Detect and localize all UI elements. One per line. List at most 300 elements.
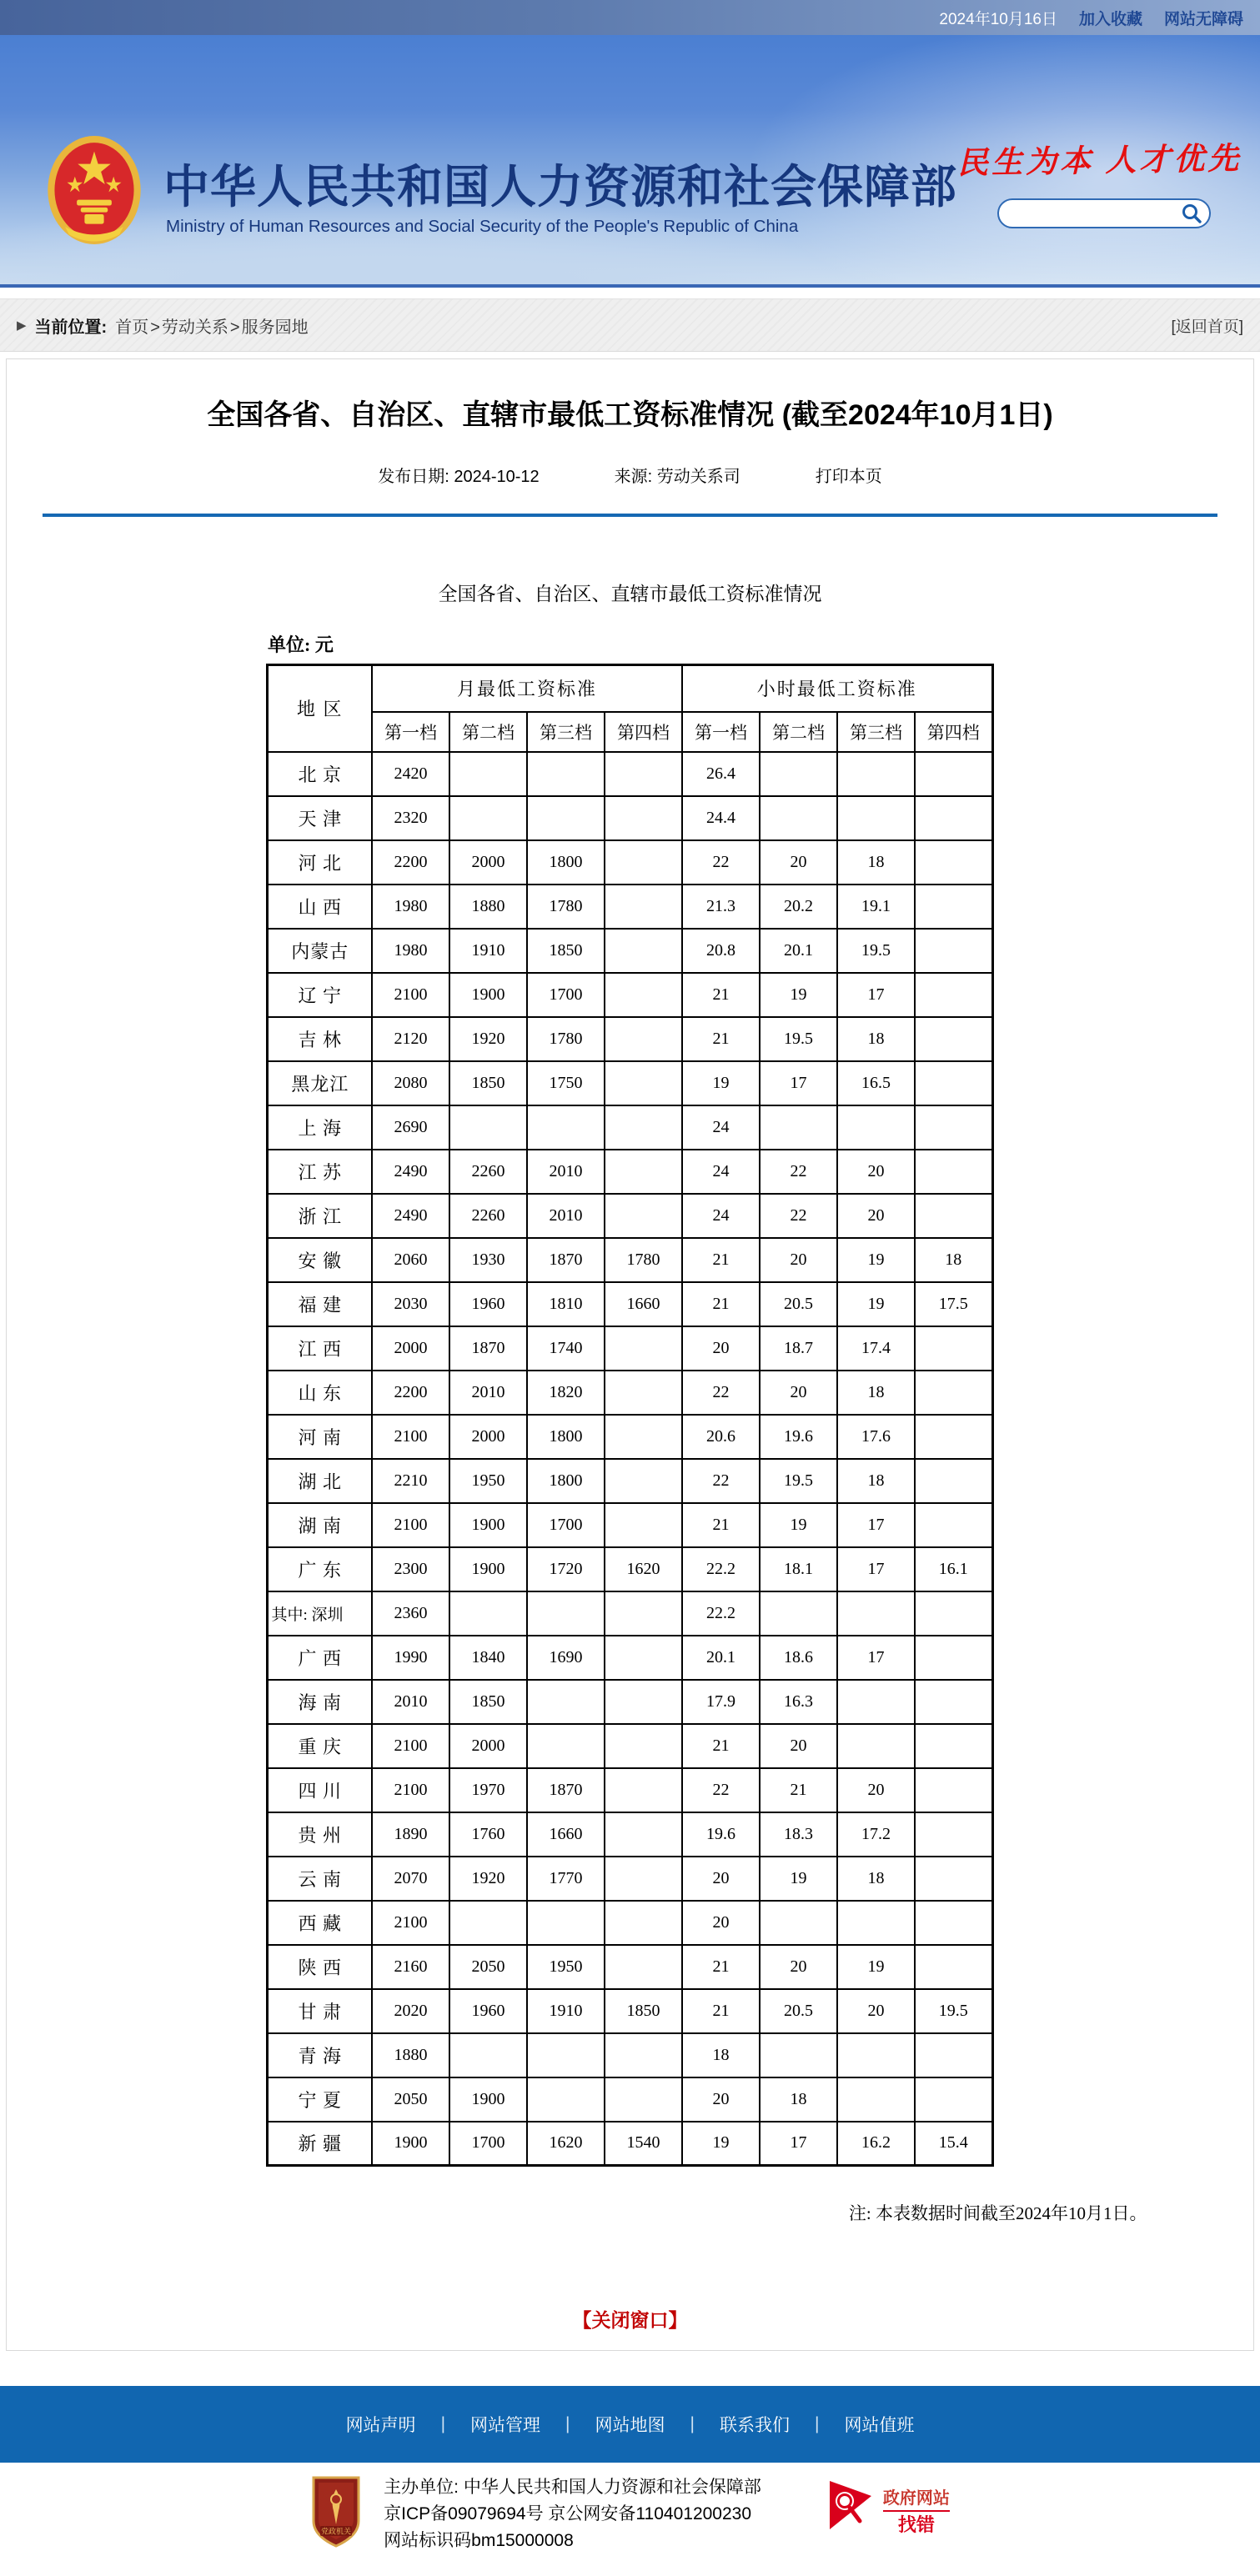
table-header-row-2	[268, 712, 992, 752]
wage-value-cell	[605, 1857, 682, 1901]
region-cell: 安 徽	[268, 1238, 372, 1282]
wage-value-cell	[760, 796, 837, 840]
region-cell: 其中: 深圳	[268, 1591, 372, 1636]
wage-value-cell: 1900	[449, 2077, 527, 2122]
wage-value-cell: 2100	[372, 973, 449, 1017]
wage-value-cell: 18	[682, 2033, 760, 2077]
header-hourly: 小时最低工资标准	[682, 665, 992, 712]
wage-value-cell: 20.1	[682, 1636, 760, 1680]
wage-value-cell	[605, 1591, 682, 1636]
breadcrumb-segment[interactable]: 首页	[115, 318, 149, 337]
wage-value-cell: 22.2	[682, 1591, 760, 1636]
wage-value-cell: 2490	[372, 1194, 449, 1238]
national-emblem-logo	[46, 133, 143, 247]
wage-value-cell: 1720	[527, 1547, 605, 1591]
wage-value-cell: 22	[682, 1459, 760, 1503]
wage-value-cell: 1900	[372, 2122, 449, 2166]
wage-value-cell: 2260	[449, 1150, 527, 1194]
wage-value-cell: 2020	[372, 1989, 449, 2033]
wage-value-cell: 21	[682, 1238, 760, 1282]
header-tier: 第四档	[605, 712, 682, 752]
find-error-bottom-label: 找错	[897, 2513, 935, 2535]
footer-link[interactable]: 联系我们	[719, 2416, 790, 2435]
region-cell: 吉 林	[268, 1017, 372, 1061]
wage-value-cell	[449, 1105, 527, 1150]
wage-value-cell: 2050	[449, 1945, 527, 1989]
wage-value-cell: 2060	[372, 1238, 449, 1282]
wage-value-cell: 1970	[449, 1768, 527, 1812]
wage-value-cell: 2010	[372, 1680, 449, 1724]
wage-value-cell: 24	[682, 1194, 760, 1238]
wage-value-cell: 1880	[372, 2033, 449, 2077]
wage-value-cell	[915, 752, 992, 796]
table-row	[268, 1371, 992, 1415]
wage-value-cell	[449, 1591, 527, 1636]
wage-value-cell: 1660	[605, 1282, 682, 1326]
table-row	[268, 1459, 992, 1503]
region-cell: 福 建	[268, 1282, 372, 1326]
table-header-row-1	[268, 665, 992, 712]
wage-value-cell	[605, 840, 682, 885]
wage-value-cell: 16.1	[915, 1547, 992, 1591]
wage-value-cell: 20.5	[760, 1282, 837, 1326]
wage-value-cell: 20	[682, 1326, 760, 1371]
wage-value-cell: 1870	[449, 1326, 527, 1371]
footer-info	[0, 2463, 1260, 2576]
table-row	[268, 2033, 992, 2077]
wage-value-cell: 1960	[449, 1282, 527, 1326]
wage-value-cell: 17	[760, 1061, 837, 1105]
table-row	[268, 1945, 992, 1989]
unit-label: 单位: 元	[268, 634, 334, 655]
wage-value-cell	[605, 1945, 682, 1989]
breadcrumb-segment[interactable]: 劳动关系	[161, 318, 228, 337]
header-tier: 第一档	[372, 712, 449, 752]
wage-value-cell: 1870	[527, 1238, 605, 1282]
wage-value-cell: 2100	[372, 1724, 449, 1768]
wage-table-body	[268, 752, 992, 2166]
header-tier: 第二档	[760, 712, 837, 752]
minimum-wage-table	[266, 664, 993, 2167]
wage-value-cell: 17.4	[837, 1326, 915, 1371]
wage-value-cell	[527, 1591, 605, 1636]
wage-value-cell	[915, 1415, 992, 1459]
site-code-line: 网站标识码bm15000008	[384, 2531, 574, 2550]
wage-value-cell: 1770	[527, 1857, 605, 1901]
wage-value-cell	[527, 2033, 605, 2077]
wage-value-cell: 1900	[449, 973, 527, 1017]
wage-value-cell	[605, 1415, 682, 1459]
gov-site-find-error-widget[interactable]	[826, 2479, 950, 2541]
wage-value-cell: 20	[760, 1238, 837, 1282]
site-title-chinese: 中华人民共和国人力资源和社会保障部	[163, 161, 958, 213]
wage-value-cell: 20	[837, 1989, 915, 2033]
region-cell: 海 南	[268, 1680, 372, 1724]
article-panel	[6, 358, 1254, 2351]
wage-value-cell: 1700	[527, 1503, 605, 1547]
wage-value-cell	[605, 1371, 682, 1415]
wage-value-cell: 21.3	[682, 885, 760, 929]
wage-value-cell: 1960	[449, 1989, 527, 2033]
table-row	[268, 1591, 992, 1636]
wage-value-cell: 19.6	[682, 1812, 760, 1857]
breadcrumb-segment[interactable]: 服务园地	[241, 318, 309, 337]
table-row	[268, 840, 992, 885]
wage-value-cell: 22	[682, 1371, 760, 1415]
wage-value-cell	[605, 1812, 682, 1857]
wage-value-cell: 1760	[449, 1812, 527, 1857]
table-row	[268, 1989, 992, 2033]
wage-value-cell: 2200	[372, 840, 449, 885]
wage-value-cell: 19	[837, 1945, 915, 1989]
wage-value-cell: 2010	[449, 1371, 527, 1415]
wage-value-cell: 1780	[527, 1017, 605, 1061]
wage-value-cell: 19	[837, 1238, 915, 1282]
table-row	[268, 1194, 992, 1238]
region-cell: 广 东	[268, 1547, 372, 1591]
wage-value-cell	[605, 1724, 682, 1768]
wage-value-cell: 2260	[449, 1194, 527, 1238]
table-row	[268, 1768, 992, 1812]
wage-value-cell	[915, 1194, 992, 1238]
wage-value-cell	[760, 1105, 837, 1150]
slogan-calligraphy: 民生为本 人才优先	[956, 142, 1242, 182]
footer-link[interactable]: 网站管理	[470, 2416, 541, 2435]
wage-value-cell: 17	[837, 1547, 915, 1591]
page-title: 全国各省、自治区、直辖市最低工资标准情况 (截至2024年10月1日)	[207, 399, 1053, 431]
wage-value-cell	[915, 1017, 992, 1061]
wage-value-cell: 1850	[527, 929, 605, 973]
footer-link[interactable]: 网站值班	[844, 2416, 915, 2435]
footer-link[interactable]: 网站声明	[345, 2416, 416, 2435]
wage-value-cell	[527, 1680, 605, 1724]
top-strip	[0, 0, 1260, 35]
wage-value-cell: 19	[760, 1503, 837, 1547]
region-cell: 云 南	[268, 1857, 372, 1901]
accessibility-link[interactable]: 网站无障碍	[1163, 10, 1243, 28]
wage-value-cell: 1870	[527, 1768, 605, 1812]
wage-value-cell: 21	[760, 1768, 837, 1812]
table-row	[268, 1857, 992, 1901]
wage-value-cell: 18.3	[760, 1812, 837, 1857]
table-row	[268, 1282, 992, 1326]
table-row	[268, 796, 992, 840]
footer-text-block	[384, 2474, 761, 2554]
wage-value-cell: 24.4	[682, 796, 760, 840]
wage-value-cell: 19	[682, 1061, 760, 1105]
wage-value-cell: 20	[682, 2077, 760, 2122]
wage-value-cell: 1920	[449, 1017, 527, 1061]
wage-value-cell	[915, 1150, 992, 1194]
host-unit-line: 主办单位: 中华人民共和国人力资源和社会保障部	[384, 2478, 761, 2497]
footer-nav	[0, 2386, 1260, 2463]
table-row	[268, 1017, 992, 1061]
search-icon	[1181, 203, 1202, 224]
wage-value-cell: 17	[837, 1636, 915, 1680]
wage-value-cell: 17	[760, 2122, 837, 2166]
search-button[interactable]	[1181, 203, 1202, 224]
wage-value-cell: 26.4	[682, 752, 760, 796]
wage-value-cell: 1930	[449, 1238, 527, 1282]
breadcrumb-separator: >	[150, 318, 160, 337]
wage-value-cell	[915, 1459, 992, 1503]
header-tier: 第一档	[682, 712, 760, 752]
region-cell: 北 京	[268, 752, 372, 796]
wage-value-cell: 1950	[527, 1945, 605, 1989]
wage-value-cell	[605, 1680, 682, 1724]
header-tier: 第三档	[527, 712, 605, 752]
wage-value-cell	[915, 1326, 992, 1371]
wage-value-cell	[837, 796, 915, 840]
wage-value-cell	[605, 796, 682, 840]
wage-value-cell: 18.6	[760, 1636, 837, 1680]
wage-value-cell	[837, 1901, 915, 1945]
wage-value-cell	[915, 840, 992, 885]
wage-value-cell: 1810	[527, 1282, 605, 1326]
table-row	[268, 752, 992, 796]
wage-value-cell	[605, 1459, 682, 1503]
wage-value-cell: 2070	[372, 1857, 449, 1901]
wage-value-cell: 1660	[527, 1812, 605, 1857]
party-government-badge-icon	[310, 2474, 362, 2548]
wage-value-cell	[837, 1724, 915, 1768]
wage-value-cell	[915, 1724, 992, 1768]
wage-value-cell: 2100	[372, 1415, 449, 1459]
wage-value-cell: 1700	[527, 973, 605, 1017]
wage-value-cell	[449, 752, 527, 796]
breadcrumb-path	[115, 313, 308, 338]
table-row	[268, 1326, 992, 1371]
table-row	[268, 885, 992, 929]
wage-value-cell: 18.7	[760, 1326, 837, 1371]
wage-value-cell	[605, 1636, 682, 1680]
close-window-link[interactable]: 【关闭窗口】	[572, 2310, 688, 2331]
wage-value-cell: 1800	[527, 1459, 605, 1503]
wage-value-cell: 2300	[372, 1547, 449, 1591]
wage-value-cell	[915, 885, 992, 929]
wage-value-cell: 2490	[372, 1150, 449, 1194]
wage-value-cell: 21	[682, 1945, 760, 1989]
wage-value-cell	[915, 796, 992, 840]
wage-value-cell: 17.2	[837, 1812, 915, 1857]
wage-value-cell: 20.5	[760, 1989, 837, 2033]
wage-value-cell: 1740	[527, 1326, 605, 1371]
wage-value-cell	[527, 796, 605, 840]
search-input[interactable]	[1008, 202, 1181, 225]
wage-value-cell	[915, 1371, 992, 1415]
table-row	[268, 1415, 992, 1459]
table-row	[268, 2122, 992, 2166]
print-page-link[interactable]: 打印本页	[815, 468, 882, 486]
wage-value-cell: 2030	[372, 1282, 449, 1326]
wage-value-cell: 22	[760, 1194, 837, 1238]
wage-value-cell: 1800	[527, 1415, 605, 1459]
wage-value-cell: 18	[837, 1459, 915, 1503]
region-cell: 重 庆	[268, 1724, 372, 1768]
region-cell: 辽 宁	[268, 973, 372, 1017]
wage-value-cell	[760, 1591, 837, 1636]
wage-value-cell: 21	[682, 1724, 760, 1768]
wage-value-cell	[915, 2077, 992, 2122]
wage-value-cell: 21	[682, 1989, 760, 2033]
wage-value-cell: 2420	[372, 752, 449, 796]
header-tier: 第三档	[837, 712, 915, 752]
region-cell: 青 海	[268, 2033, 372, 2077]
wage-value-cell: 18	[837, 840, 915, 885]
wage-value-cell	[915, 2033, 992, 2077]
wage-value-cell: 2100	[372, 1768, 449, 1812]
breadcrumb-separator: >	[229, 318, 240, 337]
wage-value-cell: 1920	[449, 1857, 527, 1901]
wage-value-cell	[605, 929, 682, 973]
wage-value-cell: 19.5	[915, 1989, 992, 2033]
footer-link-separator: |	[690, 2414, 695, 2433]
wage-value-cell: 2120	[372, 1017, 449, 1061]
article-meta	[7, 463, 1253, 487]
header-monthly: 月最低工资标准	[372, 665, 682, 712]
region-cell: 甘 肃	[268, 1989, 372, 2033]
wage-value-cell: 19.5	[837, 929, 915, 973]
wage-value-cell	[605, 1326, 682, 1371]
wage-value-cell	[605, 1061, 682, 1105]
wage-value-cell: 22	[682, 840, 760, 885]
wage-value-cell: 1900	[449, 1547, 527, 1591]
wage-value-cell	[449, 1901, 527, 1945]
wage-value-cell: 20	[682, 1901, 760, 1945]
wage-value-cell: 20	[760, 1945, 837, 1989]
wage-value-cell: 17.6	[837, 1415, 915, 1459]
header-tier: 第四档	[915, 712, 992, 752]
wage-value-cell	[760, 2033, 837, 2077]
find-error-magnifier-icon	[826, 2479, 878, 2541]
wage-value-cell	[605, 1017, 682, 1061]
region-cell: 新 疆	[268, 2122, 372, 2166]
wage-value-cell: 2000	[372, 1326, 449, 1371]
wage-value-cell: 16.3	[760, 1680, 837, 1724]
footer-link-separator: |	[565, 2414, 570, 2433]
spacer	[0, 288, 1260, 298]
breadcrumb-arrow-icon: ▶	[17, 318, 27, 333]
wage-value-cell: 24	[682, 1105, 760, 1150]
wage-value-cell	[837, 752, 915, 796]
breadcrumb-label: 当前位置:	[34, 318, 108, 337]
wage-value-cell: 2210	[372, 1459, 449, 1503]
wage-value-cell	[915, 973, 992, 1017]
wage-value-cell: 1980	[372, 929, 449, 973]
wage-value-cell: 21	[682, 1017, 760, 1061]
wage-value-cell: 2100	[372, 1503, 449, 1547]
footer-link[interactable]: 网站地图	[595, 2416, 665, 2435]
wage-value-cell: 1700	[449, 2122, 527, 2166]
region-cell: 江 西	[268, 1326, 372, 1371]
wage-value-cell: 1890	[372, 1812, 449, 1857]
wage-value-cell	[837, 1105, 915, 1150]
wage-value-cell: 15.4	[915, 2122, 992, 2166]
region-cell: 浙 江	[268, 1194, 372, 1238]
table-row	[268, 1724, 992, 1768]
wage-value-cell: 2010	[527, 1150, 605, 1194]
wage-value-cell: 19	[760, 1857, 837, 1901]
wage-value-cell: 1990	[372, 1636, 449, 1680]
wage-value-cell: 20.6	[682, 1415, 760, 1459]
wage-value-cell: 1840	[449, 1636, 527, 1680]
wage-value-cell: 1820	[527, 1371, 605, 1415]
wage-value-cell: 22	[682, 1768, 760, 1812]
wage-value-cell: 22	[760, 1150, 837, 1194]
wage-value-cell: 20.1	[760, 929, 837, 973]
current-date: 2024年10月16日	[939, 10, 1057, 28]
return-home-link[interactable]: [返回首页]	[1171, 318, 1243, 336]
wage-value-cell: 2080	[372, 1061, 449, 1105]
wage-value-cell: 2360	[372, 1591, 449, 1636]
wage-value-cell: 21	[682, 1503, 760, 1547]
wage-value-cell	[915, 1857, 992, 1901]
region-cell: 贵 州	[268, 1812, 372, 1857]
wage-value-cell: 17.5	[915, 1282, 992, 1326]
region-cell: 山 东	[268, 1371, 372, 1415]
spacer	[0, 2351, 1260, 2386]
wage-value-cell: 20	[837, 1150, 915, 1194]
table-row	[268, 1503, 992, 1547]
wage-value-cell	[915, 1105, 992, 1150]
breadcrumb	[0, 298, 1260, 352]
wage-value-cell: 17	[837, 973, 915, 1017]
table-row	[268, 1105, 992, 1150]
wage-value-cell: 18	[837, 1017, 915, 1061]
region-cell: 西 藏	[268, 1901, 372, 1945]
wage-value-cell: 20	[760, 840, 837, 885]
wage-value-cell: 1850	[449, 1061, 527, 1105]
wage-value-cell: 2160	[372, 1945, 449, 1989]
region-cell: 山 西	[268, 885, 372, 929]
add-favorite-link[interactable]: 加入收藏	[1078, 10, 1142, 28]
svg-text:党政机关: 党政机关	[321, 2527, 352, 2536]
wage-value-cell	[605, 1901, 682, 1945]
region-cell: 河 北	[268, 840, 372, 885]
region-cell: 内蒙古	[268, 929, 372, 973]
wage-value-cell: 1950	[449, 1459, 527, 1503]
wage-value-cell	[605, 1150, 682, 1194]
wage-value-cell: 2320	[372, 796, 449, 840]
wage-value-cell: 1910	[449, 929, 527, 973]
wage-value-cell	[760, 1901, 837, 1945]
region-cell: 陕 西	[268, 1945, 372, 1989]
table-row	[268, 929, 992, 973]
publish-date: 发布日期: 2024-10-12	[378, 468, 540, 486]
wage-value-cell	[915, 1636, 992, 1680]
table-row	[268, 1636, 992, 1680]
wage-value-cell	[837, 2077, 915, 2122]
table-row	[268, 2077, 992, 2122]
wage-value-cell: 1800	[527, 840, 605, 885]
wage-value-cell	[915, 929, 992, 973]
wage-value-cell: 1850	[605, 1989, 682, 2033]
wage-value-cell: 1620	[527, 2122, 605, 2166]
wage-value-cell	[837, 1591, 915, 1636]
wage-value-cell	[915, 1768, 992, 1812]
wage-value-cell	[605, 2033, 682, 2077]
wage-value-cell: 17	[837, 1503, 915, 1547]
table-row	[268, 1150, 992, 1194]
table-caption: 全国各省、自治区、直辖市最低工资标准情况	[438, 584, 822, 604]
table-row	[268, 1547, 992, 1591]
wage-value-cell	[605, 752, 682, 796]
wage-value-cell: 20	[760, 1371, 837, 1415]
wage-value-cell: 1780	[605, 1238, 682, 1282]
table-note: 注: 本表数据时间截至2024年10月1日。	[848, 2203, 1147, 2223]
wage-value-cell	[837, 1680, 915, 1724]
region-cell: 四 川	[268, 1768, 372, 1812]
